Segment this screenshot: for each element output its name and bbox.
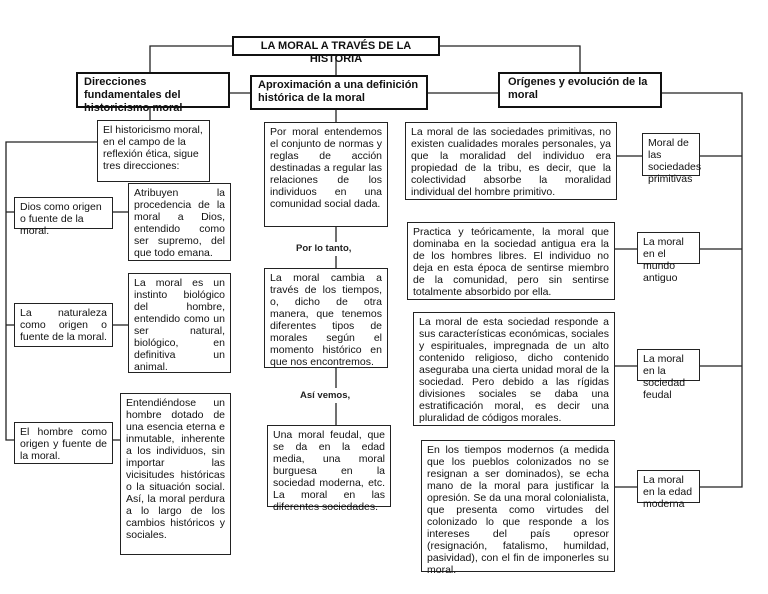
col3-item4-label: La moral en la edad moderna <box>637 470 700 503</box>
line-col1-spine <box>6 142 97 440</box>
col1-item1-desc: Atribuyen la procedencia de la moral a Dios, entendido como ser supremo, del que todo emana. <box>128 183 231 261</box>
col3-item3-label: La moral en la sociedad feudal <box>637 349 700 381</box>
connector-asi-vemos: Así vemos, <box>300 390 351 401</box>
col3-item2-label: La moral en el mundo antiguo <box>637 232 700 264</box>
line-title-col3 <box>440 46 580 72</box>
col1-item1-label: Dios como origen o fuente de la moral. <box>14 197 113 229</box>
col1-item3-desc: Entendiéndose un hombre dotado de una esencia eterna e inmutable, inherente a los individuos, sin importar las vicisitudes históricas o la situación social. Así, la moral perdura a lo largo de los cambios históricos y sociales. <box>120 393 231 555</box>
col1-item2-label: La naturaleza como origen o fuente de la moral. <box>14 303 113 347</box>
col2-header: Aproximación a una definición histórica de la moral <box>250 75 428 110</box>
col1-header: Direcciones fundamentales del historicismo moral <box>76 72 230 108</box>
page-title: LA MORAL A TRAVÉS DE LA HISTORIA <box>232 36 440 56</box>
col3-item1-desc: La moral de las sociedades primitivas, no existen cualidades morales personales, ya que la moralidad del individuo era propiedad de la tribu, es decir, que la colectividad absorbe la moralidad individual del hombre primitivo. <box>405 122 617 200</box>
line-title-col1 <box>150 46 232 72</box>
col3-item3-desc: La moral de esta sociedad responde a sus características económicas, sociales y espirituales, impregnada de un alto contenido religioso, dicho contenido aseguraba una cierta unidad moral de la sociedad. Pero debido a las rígidas divisiones sociales se daba una estratificación moral, es decir una pluralidad de códigos morales. <box>413 312 615 426</box>
col3-item1-label: Moral de las sociedades primitivas <box>642 133 700 176</box>
connector-por-lo-tanto: Por lo tanto, <box>296 243 352 254</box>
col2-def2: La moral cambia a través de los tiempos, o, dicho de otra manera, que tenemos diferentes tipos de morales según el momento histórico en que nos encontremos. <box>264 268 388 368</box>
col2-def1: Por moral entendemos el conjunto de normas y reglas de acción destinadas a regular las relaciones de los individuos en una comunidad social dada. <box>264 122 388 227</box>
col3-item2-desc: Practica y teóricamente, la moral que dominaba en la sociedad antigua era la de los hombres libres. El individuo no deja en esta época de sentirse miembro de la comunidad, pero sin sentirse totalmente absorbido por ella. <box>407 222 615 300</box>
col3-header: Orígenes y evolución de la moral <box>498 72 662 108</box>
col1-intro: El historicismo moral, en el campo de la reflexión ética, sigue tres direcciones: <box>97 120 210 182</box>
col1-item2-desc: La moral es un instinto biológico del hombre, entendido como un ser natural, biológico, en definitiva un animal. <box>128 273 231 373</box>
col2-def3: Una moral feudal, que se da en la edad media, una moral burguesa en la sociedad moderna, etc. La moral en las diferentes sociedades. <box>267 425 391 507</box>
col3-item4-desc: En los tiempos modernos (a medida que los pueblos colonizados no se resignan a ser dominados), se echa mano de la moral para justificar la opresión. Se da una moral colonialista, que presenta como virtudes del colonizado lo que responde a los intereses del país opresor (resignación, fatalismo, humildad, pasividad), con el fin de imponerles su moral. <box>421 440 615 572</box>
col1-item3-label: El hombre como origen y fuente de la moral. <box>14 422 113 464</box>
